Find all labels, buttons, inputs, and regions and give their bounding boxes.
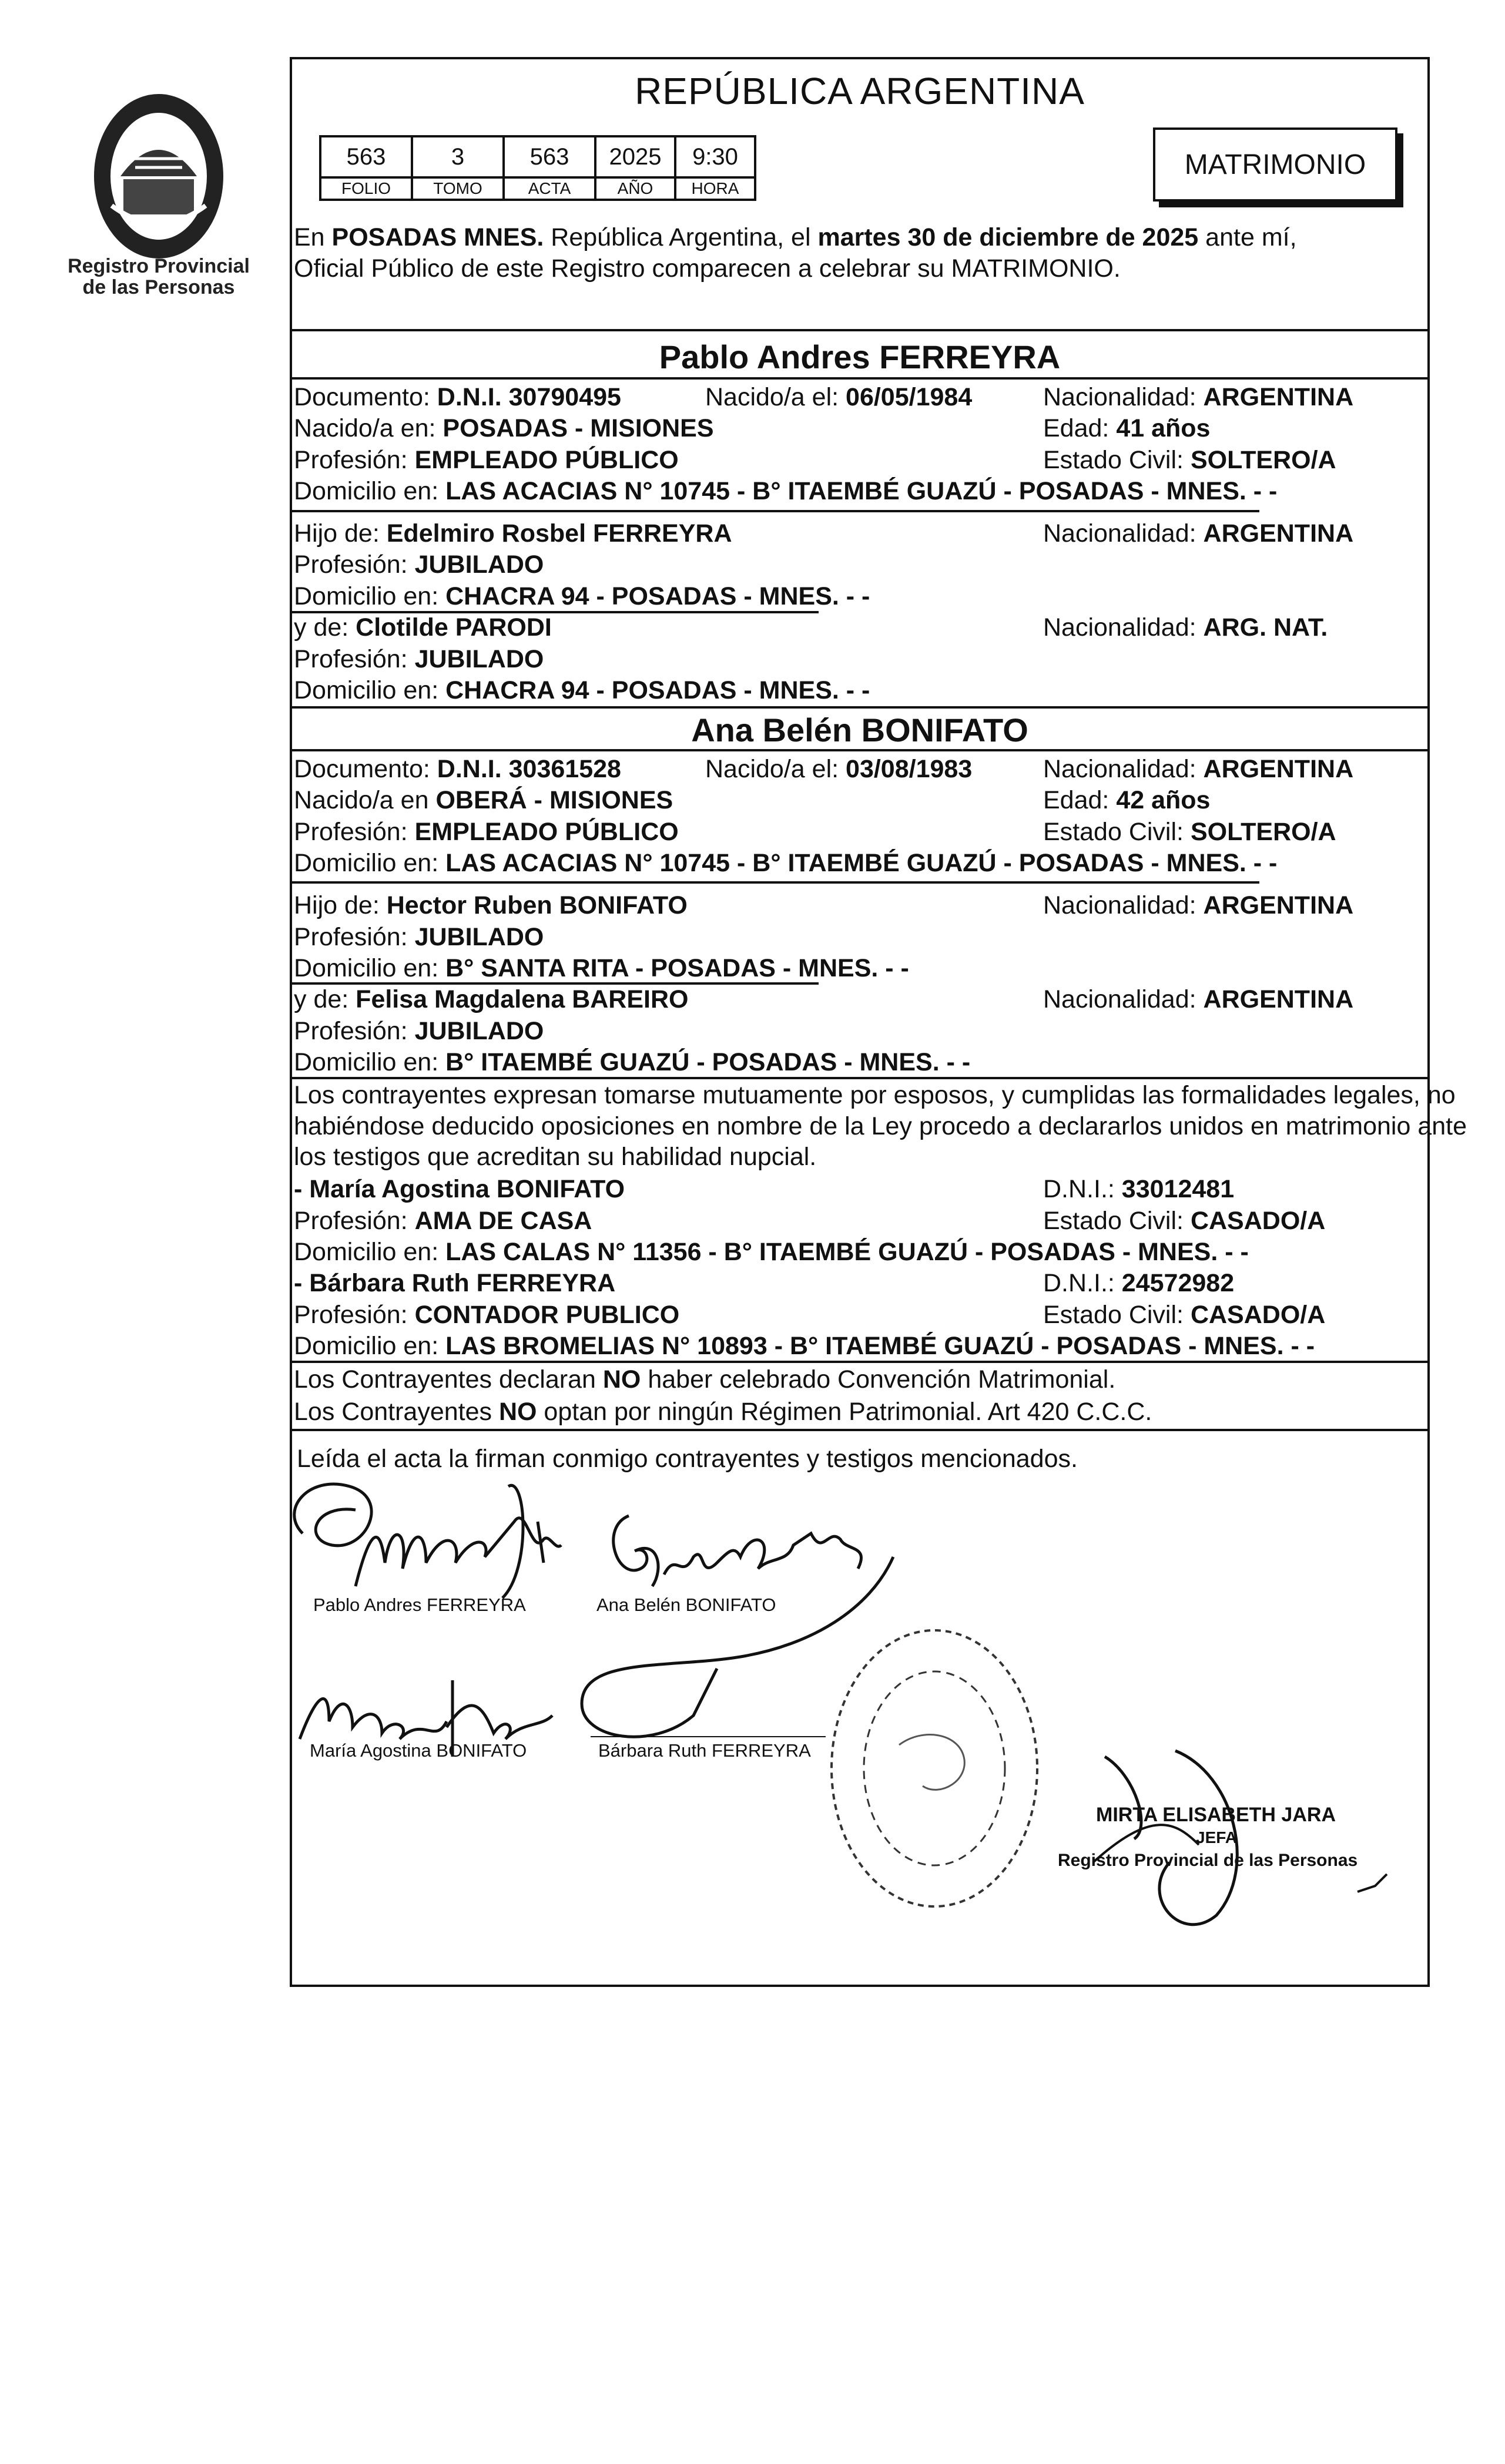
groom-civil-status: Estado Civil: SOLTERO/A xyxy=(1043,446,1336,474)
witness2-dni: D.N.I.: 24572982 xyxy=(1043,1269,1235,1297)
groom-mother-nationality: Nacionalidad: ARG. NAT. xyxy=(1043,613,1328,642)
official-signature xyxy=(1081,1739,1422,1939)
groom-mother: y de: Clotilde PARODI xyxy=(294,613,552,642)
acta-caption: ACTA xyxy=(504,177,595,200)
bride-nationality: Nacionalidad: ARGENTINA xyxy=(1043,755,1354,783)
regime-line-2: Los Contrayentes NO optan por ningún Régimen Patrimonial. Art 420 C.C.C. xyxy=(294,1398,1152,1426)
groom-father-nationality: Nacionalidad: ARGENTINA xyxy=(1043,519,1354,548)
regime-line-1: Los Contrayentes declaran NO haber celebrado Convención Matrimonial. xyxy=(294,1365,1116,1394)
divider xyxy=(290,749,1430,751)
witness1-civil-status: Estado Civil: CASADO/A xyxy=(1043,1207,1326,1235)
hora-value: 9:30 xyxy=(675,136,755,177)
tomo-caption: TOMO xyxy=(412,177,504,200)
official-office: Registro Provincial de las Personas xyxy=(1058,1851,1358,1870)
groom-father: Hijo de: Edelmiro Rosbel FERREYRA xyxy=(294,519,732,548)
groom-address: Domicilio en: LAS ACACIAS N° 10745 - B° ITAEMBÉ GUAZÚ - POSADAS - MNES. - - xyxy=(294,477,1278,505)
anio-caption: AÑO xyxy=(595,177,675,200)
divider xyxy=(290,1429,1430,1431)
witness1-signature-caption: María Agostina BONIFATO xyxy=(310,1740,527,1761)
witness2-civil-status: Estado Civil: CASADO/A xyxy=(1043,1301,1326,1329)
divider xyxy=(290,377,1430,380)
witness2-address: Domicilio en: LAS BROMELIAS N° 10893 - B° ITAEMBÉ GUAZÚ - POSADAS - MNES. - - xyxy=(294,1332,1315,1360)
bride-mother: y de: Felisa Magdalena BAREIRO xyxy=(294,985,689,1013)
groom-nationality: Nacionalidad: ARGENTINA xyxy=(1043,383,1354,411)
groom-signature-caption: Pablo Andres FERREYRA xyxy=(313,1594,526,1615)
witness1-address: Domicilio en: LAS CALAS N° 11356 - B° ITAEMBÉ GUAZÚ - POSADAS - MNES. - - xyxy=(294,1238,1249,1266)
civil-registry-seal-icon xyxy=(823,1622,1046,1915)
witness1-profession: Profesión: AMA DE CASA xyxy=(294,1207,592,1235)
divider xyxy=(290,1361,1430,1363)
closing-statement: Leída el acta la firman conmigo contrayentes y testigos mencionados. xyxy=(297,1445,1078,1473)
seal-label-registro: Registro Provincial xyxy=(68,255,250,277)
bride-civil-status: Estado Civil: SOLTERO/A xyxy=(1043,818,1336,846)
hora-caption: HORA xyxy=(675,177,755,200)
registration-reference-table xyxy=(319,135,756,201)
official-title: JEFA xyxy=(1196,1828,1238,1847)
witness2-profession: Profesión: CONTADOR PUBLICO xyxy=(294,1301,680,1329)
groom-age: Edad: 41 años xyxy=(1043,414,1211,442)
intro-line-2: Oficial Público de este Registro comparecen a celebrar su MATRIMONIO. xyxy=(294,254,1121,283)
tomo-value: 3 xyxy=(412,136,504,177)
groom-mother-profession: Profesión: JUBILADO xyxy=(294,645,544,673)
bride-father: Hijo de: Hector Ruben BONIFATO xyxy=(294,891,688,919)
groom-document: Documento: D.N.I. 30790495 xyxy=(294,383,621,411)
bride-address: Domicilio en: LAS ACACIAS N° 10745 - B° ITAEMBÉ GUAZÚ - POSADAS - MNES. - - xyxy=(294,849,1278,877)
groom-birthdate: Nacido/a el: 06/05/1984 xyxy=(705,383,973,411)
bride-profession: Profesión: EMPLEADO PÚBLICO xyxy=(294,818,679,846)
divider xyxy=(290,329,1430,331)
divider xyxy=(290,982,819,985)
groom-name: Pablo Andres FERREYRA xyxy=(659,338,1061,375)
provincial-seal-icon xyxy=(76,88,241,276)
bride-birthdate: Nacido/a el: 03/08/1983 xyxy=(705,755,973,783)
groom-profession: Profesión: EMPLEADO PÚBLICO xyxy=(294,446,679,474)
declaration-line-2: habiéndose deducido oposiciones en nombre de la Ley procedo a declararlos unidos en matrimonio ante xyxy=(294,1112,1467,1140)
groom-father-profession: Profesión: JUBILADO xyxy=(294,550,544,579)
groom-father-address: Domicilio en: CHACRA 94 - POSADAS - MNES. - - xyxy=(294,582,870,610)
divider xyxy=(290,881,1259,884)
folio-caption: FOLIO xyxy=(320,177,412,200)
official-name: MIRTA ELISABETH JARA xyxy=(1096,1804,1336,1826)
folio-value: 563 xyxy=(320,136,412,177)
divider xyxy=(290,706,1430,709)
bride-father-address: Domicilio en: B° SANTA RITA - POSADAS - MNES. - - xyxy=(294,954,909,982)
document-title: REPÚBLICA ARGENTINA xyxy=(635,70,1085,112)
bride-name: Ana Belén BONIFATO xyxy=(691,711,1028,748)
bride-document: Documento: D.N.I. 30361528 xyxy=(294,755,621,783)
act-type-label: MATRIMONIO xyxy=(1184,149,1366,180)
signature-line xyxy=(591,1736,826,1737)
seal-label-personas: de las Personas xyxy=(82,276,235,298)
bride-mother-address: Domicilio en: B° ITAEMBÉ GUAZÚ - POSADAS - MNES. - - xyxy=(294,1048,971,1076)
witness1-dni: D.N.I.: 33012481 xyxy=(1043,1175,1235,1203)
anio-value: 2025 xyxy=(595,136,675,177)
groom-birthplace: Nacido/a en: POSADAS - MISIONES xyxy=(294,414,714,442)
witness1-name: - María Agostina BONIFATO xyxy=(294,1175,625,1203)
bride-father-profession: Profesión: JUBILADO xyxy=(294,923,544,951)
acta-value: 563 xyxy=(504,136,595,177)
divider xyxy=(290,510,1259,512)
bride-mother-profession: Profesión: JUBILADO xyxy=(294,1017,544,1045)
bride-age: Edad: 42 años xyxy=(1043,786,1211,814)
intro-line-1: En POSADAS MNES. República Argentina, el martes 30 de diciembre de 2025 ante mí, xyxy=(294,223,1297,251)
witness2-name: - Bárbara Ruth FERREYRA xyxy=(294,1269,616,1297)
bride-signature-caption: Ana Belén BONIFATO xyxy=(596,1594,776,1615)
declaration-line-3: los testigos que acreditan su habilidad nupcial. xyxy=(294,1143,817,1171)
declaration-line-1: Los contrayentes expresan tomarse mutuamente por esposos, y cumplidas las formalidades legales, no xyxy=(294,1081,1456,1109)
act-type-box xyxy=(1153,127,1397,202)
divider xyxy=(290,1077,1430,1079)
bride-birthplace: Nacido/a en OBERÁ - MISIONES xyxy=(294,786,673,814)
groom-mother-address: Domicilio en: CHACRA 94 - POSADAS - MNES. - - xyxy=(294,676,870,704)
bride-father-nationality: Nacionalidad: ARGENTINA xyxy=(1043,891,1354,919)
bride-mother-nationality: Nacionalidad: ARGENTINA xyxy=(1043,985,1354,1013)
witness2-signature-caption: Bárbara Ruth FERREYRA xyxy=(598,1740,811,1761)
